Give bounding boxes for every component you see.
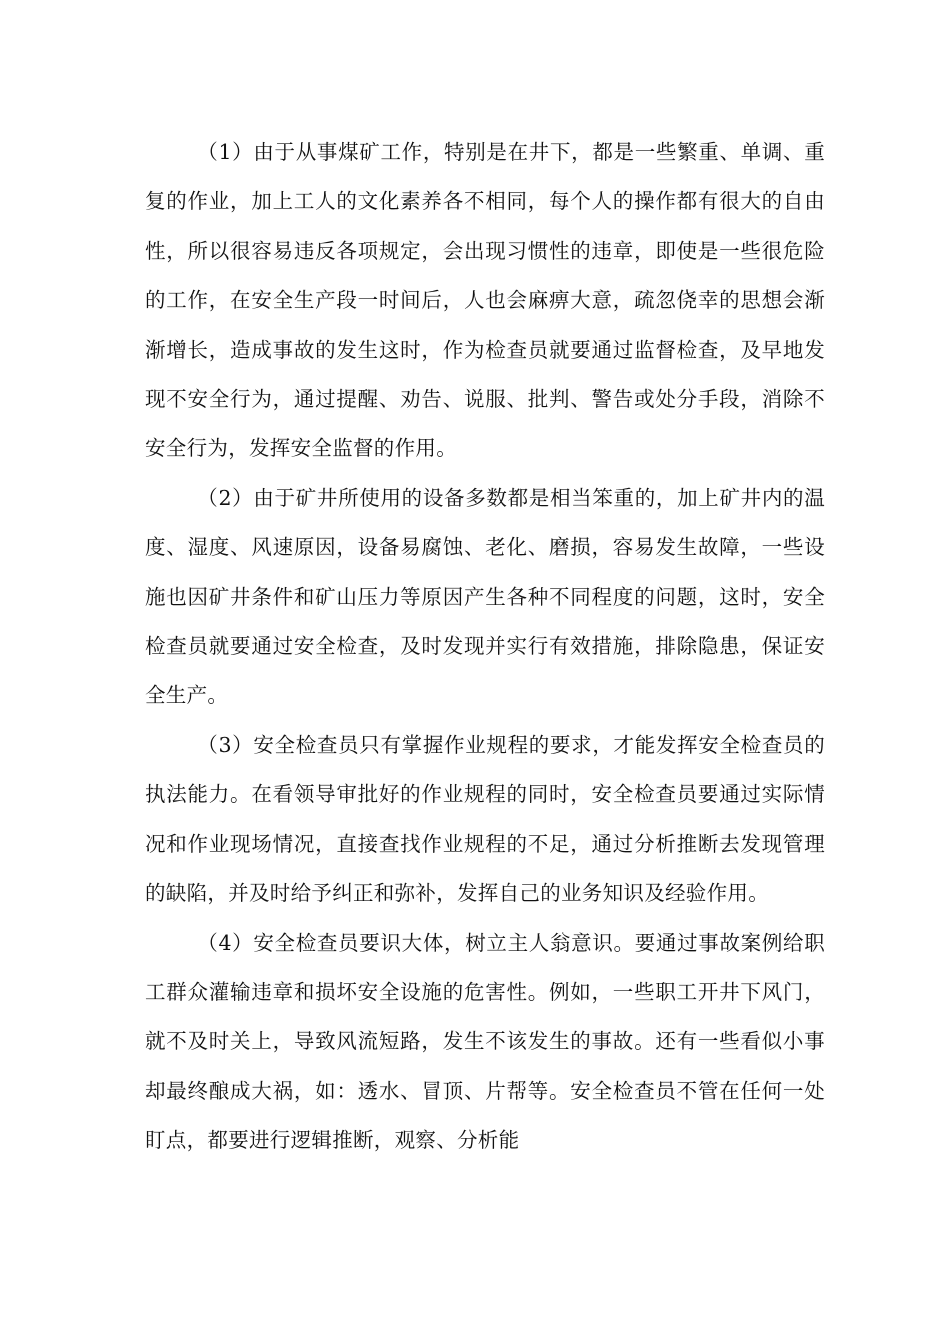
paragraph-1: （1）由于从事煤矿工作，特别是在井下，都是一些繁重、单调、重复的作业，加上工人的文化素养各不相同，每个人的操作都有很大的自由性，所以很容易违反各项规定，会出现习惯性的违章，即使是一些很危险的工作，在安全生产段一时间后，人也会麻痹大意，疏忽侥幸的思想会渐渐增长，造成事故的发生这时，作为检查员就要通过监督检查，及早地发现不安全行为，通过提醒、劝告、说服、批判、警告或处分手段，消除不安全行为，发挥安全监督的作用。 [145, 140, 825, 461]
paragraph-2: （2）由于矿井所使用的设备多数都是相当笨重的，加上矿井内的温度、湿度、风速原因，设备易腐蚀、老化、磨损，容易发生故障，一些设施也因矿井条件和矿山压力等原因产生各种不同程度的问题，这时，安全检查员就要通过安全检查，及时发现并实行有效措施，排除隐患，保证安全生产。 [145, 485, 825, 708]
paragraph-4: （4）安全检查员要识大体，树立主人翁意识。要通过事故案例给职工群众灌输违章和损坏安全设施的危害性。例如，一些职工开井下风门，就不及时关上，导致风流短路，发生不该发生的事故。还有一些看似小事却最终酿成大祸，如：透水、冒顶、片帮等。安全检查员不管在任何一处盯点，都要进行逻辑推断，观察、分析能 [145, 930, 825, 1153]
paragraph-3: （3）安全检查员只有掌握作业规程的要求，才能发挥安全检查员的执法能力。在看领导审批好的作业规程的同时，安全检查员要通过实际情况和作业现场情况，直接查找作业规程的不足，通过分析推断去发现管理的缺陷，并及时给予纠正和弥补，发挥自己的业务知识及经验作用。 [145, 732, 825, 906]
document-page [145, 128, 825, 1166]
